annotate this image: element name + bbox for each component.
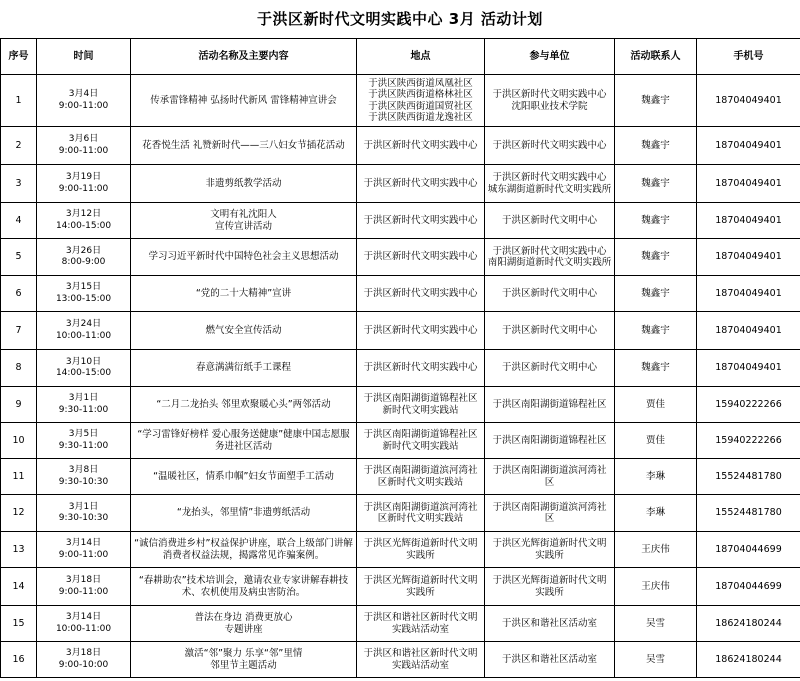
table-row <box>1 312 800 350</box>
row-date: 3月19日 <box>65 172 102 182</box>
row-activity <box>131 75 357 127</box>
row-activity-line: “学习雷锋好榜样 爱心服务送健康”健康中国志愿服务进社区活动 <box>137 429 350 452</box>
row-location-line: 实践站活动室 <box>391 659 449 671</box>
row-contact: 魏鑫宇 <box>615 75 697 127</box>
row-contact: 魏鑫宇 <box>615 312 697 350</box>
row-contact: 贾佳 <box>615 387 697 423</box>
row-location-line: 区新时代文明实践站 <box>377 476 464 488</box>
row-org-line: 于洪区南阳湖街道锦程社区 <box>492 434 607 446</box>
row-date: 3月10日 <box>65 356 102 367</box>
row-location-line: 于洪区新时代文明实践中心 <box>363 177 478 189</box>
row-activity-line: 宣传宣讲活动 <box>214 220 272 232</box>
row-location <box>357 459 485 495</box>
row-location <box>357 276 485 312</box>
row-location-line: 新时代文明实践站 <box>382 440 459 452</box>
row-contact: 吴雪 <box>615 642 697 678</box>
row-time <box>37 423 131 459</box>
row-time-range: 9:00-11:00 <box>58 183 109 194</box>
row-date: 3月6日 <box>68 134 99 144</box>
row-location-line: 实践所 <box>406 549 435 561</box>
row-time <box>37 165 131 203</box>
row-time <box>37 568 131 606</box>
table-row <box>1 459 800 495</box>
row-location-line: 于洪区陕西街道凤凰社区 <box>368 77 473 89</box>
row-org <box>485 75 615 127</box>
row-org-line: 区 <box>544 513 555 524</box>
row-location-line: 于洪区新时代文明实践中心 <box>363 324 478 336</box>
row-phone: 18704049401 <box>697 75 800 127</box>
row-time-range: 9:00-11:00 <box>58 549 109 560</box>
row-time-range: 13:00-15:00 <box>55 293 112 304</box>
row-contact: 魏鑫宇 <box>615 127 697 165</box>
row-contact: 李琳 <box>615 495 697 532</box>
row-number: 2 <box>1 127 37 165</box>
row-number: 15 <box>1 606 37 642</box>
row-number: 11 <box>1 459 37 495</box>
row-location-line: 实践所 <box>406 586 435 598</box>
row-location-line: 于洪区新时代文明实践中心 <box>363 139 478 151</box>
row-contact: 王庆伟 <box>615 532 697 568</box>
table-header-row <box>1 39 800 75</box>
row-location-line: 于洪区新时代文明实践中心 <box>363 362 478 374</box>
row-phone: 18704049401 <box>697 203 800 239</box>
row-contact: 吴雪 <box>615 606 697 642</box>
row-activity <box>131 276 357 312</box>
row-activity-line: 燃气安全宣传活动 <box>205 324 282 336</box>
row-activity <box>131 495 357 532</box>
row-org-line: 城东湖街道新时代文明实践所 <box>487 183 612 195</box>
row-number: 7 <box>1 312 37 350</box>
row-time-range: 9:30-11:00 <box>58 404 109 415</box>
row-time-range: 9:30-11:00 <box>58 440 109 451</box>
row-activity-line: 学习习近平新时代中国特色社会主义思想活动 <box>148 251 339 263</box>
row-activity-line: 传承雷锋精神 弘扬时代新风 雷锋精神宣讲会 <box>150 94 337 106</box>
table-row <box>1 606 800 642</box>
row-activity <box>131 312 357 350</box>
row-location <box>357 127 485 165</box>
row-date: 3月18日 <box>65 648 102 658</box>
row-location <box>357 350 485 387</box>
row-contact: 王庆伟 <box>615 568 697 606</box>
row-location <box>357 606 485 642</box>
row-time-range: 9:00-11:00 <box>58 100 109 111</box>
table-row <box>1 532 800 568</box>
row-phone: 18704044699 <box>697 532 800 568</box>
row-activity <box>131 423 357 459</box>
row-org <box>485 127 615 165</box>
row-date: 3月5日 <box>68 429 99 439</box>
row-activity <box>131 203 357 239</box>
row-org-line: 区 <box>544 476 555 488</box>
row-activity-line: 文明有礼沈阳人 <box>210 209 277 220</box>
header-time: 时间 <box>37 39 131 75</box>
table-row <box>1 387 800 423</box>
row-location <box>357 423 485 459</box>
row-location-line: 于洪区陕西街道国贸社区 <box>368 100 473 112</box>
row-location-line: 于洪区南阳湖街道锦程社区 <box>363 429 478 440</box>
row-phone: 18624180244 <box>697 642 800 678</box>
row-org <box>485 568 615 606</box>
header-contact: 活动联系人 <box>615 39 697 75</box>
table-row <box>1 642 800 678</box>
row-location <box>357 568 485 606</box>
row-location-line: 于洪区和谐社区新时代文明 <box>363 648 478 659</box>
row-location <box>357 495 485 532</box>
row-date: 3月14日 <box>65 612 102 622</box>
row-number: 13 <box>1 532 37 568</box>
table-row <box>1 350 800 387</box>
row-location-line: 于洪区陕西街道龙逸社区 <box>368 112 473 123</box>
row-org-line: 于洪区和谐社区活动室 <box>501 653 597 665</box>
row-location-line: 于洪区南阳湖街道滨河湾社 <box>363 465 478 476</box>
row-time <box>37 642 131 678</box>
row-activity-line: “春耕助农”技术培训会，邀请农业专家讲解春耕技术、农机使用及病虫害防治。 <box>138 575 349 598</box>
row-time-range: 14:00-15:00 <box>55 368 112 378</box>
row-org <box>485 459 615 495</box>
row-activity <box>131 239 357 276</box>
row-time-range: 9:00-10:00 <box>58 659 109 670</box>
row-org-line: 于洪区新时代文明中心 <box>501 362 597 374</box>
row-org <box>485 423 615 459</box>
row-number: 5 <box>1 239 37 276</box>
row-activity <box>131 459 357 495</box>
row-contact: 李琳 <box>615 459 697 495</box>
row-location <box>357 387 485 423</box>
table-row <box>1 495 800 532</box>
row-location-line: 于洪区光辉街道新时代文明 <box>363 538 478 549</box>
row-time <box>37 387 131 423</box>
row-activity <box>131 606 357 642</box>
table-row <box>1 276 800 312</box>
row-date: 3月1日 <box>68 501 99 512</box>
row-org-line: 实践所 <box>535 549 564 561</box>
row-location-line: 新时代文明实践站 <box>382 404 459 416</box>
row-activity-line: “二月二龙抬头 邻里欢聚暖心头”两邻活动 <box>156 398 331 410</box>
row-org-line: 于洪区和谐社区活动室 <box>501 617 597 629</box>
row-location-line: 实践站活动室 <box>391 623 449 635</box>
row-time <box>37 239 131 276</box>
row-date: 3月15日 <box>65 282 102 292</box>
row-location <box>357 532 485 568</box>
row-phone: 15940222266 <box>697 387 800 423</box>
row-location-line: 于洪区和谐社区新时代文明 <box>363 612 478 623</box>
row-activity-line: 花香悦生活 礼赞新时代——三八妇女节插花活动 <box>142 139 345 151</box>
table-row <box>1 239 800 276</box>
row-activity <box>131 165 357 203</box>
row-location-line: 于洪区光辉街道新时代文明 <box>363 575 478 586</box>
row-time-range: 9:00-11:00 <box>58 145 109 156</box>
row-phone: 18704049401 <box>697 312 800 350</box>
row-org-line: 于洪区新时代文明中心 <box>501 287 597 299</box>
row-activity <box>131 350 357 387</box>
row-date: 3月1日 <box>68 393 99 403</box>
row-activity-line: 春意满满衍纸手工课程 <box>195 362 291 374</box>
row-org <box>485 606 615 642</box>
row-location-line: 于洪区陕西街道格林社区 <box>368 89 473 100</box>
row-phone: 18704049401 <box>697 127 800 165</box>
row-number: 3 <box>1 165 37 203</box>
row-activity-line: “龙抬头，邻里情”非遗剪纸活动 <box>176 507 311 519</box>
row-org-line: 于洪区南阳湖街道滨河湾社 <box>492 465 607 476</box>
row-phone: 15524481780 <box>697 459 800 495</box>
row-org-line: 于洪区光辉街道新时代文明 <box>492 538 607 549</box>
row-phone: 15524481780 <box>697 495 800 532</box>
row-org <box>485 495 615 532</box>
page-title: 于洪区新时代文明实践中心 3月 活动计划 <box>257 10 543 28</box>
row-activity <box>131 127 357 165</box>
header-no: 序号 <box>1 39 37 75</box>
row-org <box>485 165 615 203</box>
table-row <box>1 423 800 459</box>
row-phone: 18704049401 <box>697 350 800 387</box>
row-org-line: 于洪区南阳湖街道滨河湾社 <box>492 501 607 513</box>
row-org-line: 于洪区新时代文明实践中心 <box>492 89 607 100</box>
row-time <box>37 127 131 165</box>
row-number: 8 <box>1 350 37 387</box>
row-phone: 18704049401 <box>697 276 800 312</box>
activity-table <box>0 38 800 678</box>
row-org-line: 沈阳职业技术学院 <box>511 100 588 112</box>
row-number: 6 <box>1 276 37 312</box>
row-org-line: 于洪区南阳湖街道锦程社区 <box>492 398 607 410</box>
row-location-line: 于洪区南阳湖街道锦程社区 <box>363 393 478 404</box>
row-contact: 魏鑫宇 <box>615 239 697 276</box>
row-date: 3月12日 <box>65 209 102 219</box>
row-number: 10 <box>1 423 37 459</box>
row-location <box>357 203 485 239</box>
row-activity-line: 非遗剪纸教学活动 <box>205 177 282 189</box>
row-contact: 魏鑫宇 <box>615 350 697 387</box>
row-time <box>37 276 131 312</box>
row-location-line: 于洪区南阳湖街道滨河湾社 <box>363 501 478 513</box>
row-org-line: 实践所 <box>535 586 564 598</box>
row-org <box>485 312 615 350</box>
row-phone: 18624180244 <box>697 606 800 642</box>
row-location-line: 区新时代文明实践站 <box>377 513 464 524</box>
row-time <box>37 350 131 387</box>
table-row <box>1 165 800 203</box>
row-org-line: 于洪区新时代文明中心 <box>501 324 597 336</box>
row-org-line: 于洪区新时代文明实践中心 <box>492 245 607 257</box>
row-phone: 15940222266 <box>697 423 800 459</box>
row-time-range: 14:00-15:00 <box>55 220 112 231</box>
row-number: 4 <box>1 203 37 239</box>
row-location-line: 于洪区新时代文明实践中心 <box>363 214 478 226</box>
row-activity-line: “温暖社区，情系巾帼”妇女节面塑手工活动 <box>153 470 334 482</box>
row-activity-line: “诚信消费进乡村”权益保护讲座，联合上级部门讲解消费者权益法规，揭露常见诈骗案例。 <box>134 538 353 561</box>
row-contact: 魏鑫宇 <box>615 203 697 239</box>
row-activity <box>131 642 357 678</box>
row-org <box>485 276 615 312</box>
row-location-line: 于洪区新时代文明实践中心 <box>363 251 478 263</box>
row-date: 3月18日 <box>65 575 102 585</box>
row-contact: 魏鑫宇 <box>615 276 697 312</box>
row-number: 16 <box>1 642 37 678</box>
row-location-line: 于洪区新时代文明实践中心 <box>363 287 478 299</box>
header-org: 参与单位 <box>485 39 615 75</box>
row-time-range: 9:00-11:00 <box>58 586 109 597</box>
row-org <box>485 350 615 387</box>
row-time-range: 9:30-10:30 <box>58 476 109 487</box>
row-location <box>357 75 485 127</box>
row-number: 14 <box>1 568 37 606</box>
row-contact: 魏鑫宇 <box>615 165 697 203</box>
row-org <box>485 642 615 678</box>
row-phone: 18704044699 <box>697 568 800 606</box>
row-time-range: 8:00-9:00 <box>61 257 106 267</box>
row-location <box>357 239 485 276</box>
row-contact: 贾佳 <box>615 423 697 459</box>
row-org <box>485 532 615 568</box>
row-org <box>485 203 615 239</box>
row-date: 3月26日 <box>65 245 102 256</box>
row-org-line: 于洪区新时代文明实践中心 <box>492 172 607 183</box>
row-number: 12 <box>1 495 37 532</box>
row-number: 1 <box>1 75 37 127</box>
row-time-range: 10:00-11:00 <box>55 330 112 341</box>
row-date: 3月8日 <box>68 465 99 475</box>
table-row <box>1 127 800 165</box>
row-date: 3月4日 <box>68 89 99 99</box>
row-time <box>37 312 131 350</box>
table-row <box>1 75 800 127</box>
row-location <box>357 642 485 678</box>
row-time <box>37 606 131 642</box>
row-time <box>37 532 131 568</box>
row-activity-line: “党的二十大精神”宣讲 <box>195 287 292 299</box>
row-activity <box>131 568 357 606</box>
row-org-line: 南阳湖街道新时代文明实践所 <box>487 257 612 268</box>
table-row <box>1 203 800 239</box>
row-time-range: 10:00-11:00 <box>55 623 112 634</box>
row-location <box>357 165 485 203</box>
row-time <box>37 459 131 495</box>
row-time <box>37 495 131 532</box>
header-activity: 活动名称及主要内容 <box>131 39 357 75</box>
row-activity-line: 激活“邻”聚力 乐享“邻”里情 <box>184 648 303 659</box>
row-activity-line: 专题讲座 <box>224 623 263 635</box>
row-activity <box>131 532 357 568</box>
row-date: 3月24日 <box>65 319 102 329</box>
row-org-line: 于洪区新时代文明实践中心 <box>492 139 607 151</box>
row-date: 3月14日 <box>65 538 102 548</box>
row-activity-line: 普法在身边 消费更放心 <box>194 612 293 623</box>
table-body <box>1 75 800 678</box>
row-time-range: 9:30-10:30 <box>58 513 109 523</box>
row-number: 9 <box>1 387 37 423</box>
row-location <box>357 312 485 350</box>
row-org-line: 于洪区新时代文明中心 <box>501 214 597 226</box>
row-time <box>37 203 131 239</box>
row-org <box>485 387 615 423</box>
table-row <box>1 568 800 606</box>
header-location: 地点 <box>357 39 485 75</box>
row-activity <box>131 387 357 423</box>
header-phone: 手机号 <box>697 39 800 75</box>
row-activity-line: 邻里节主题活动 <box>210 659 277 671</box>
row-phone: 18704049401 <box>697 239 800 276</box>
row-org <box>485 239 615 276</box>
row-time <box>37 75 131 127</box>
row-org-line: 于洪区光辉街道新时代文明 <box>492 575 607 586</box>
row-phone: 18704049401 <box>697 165 800 203</box>
